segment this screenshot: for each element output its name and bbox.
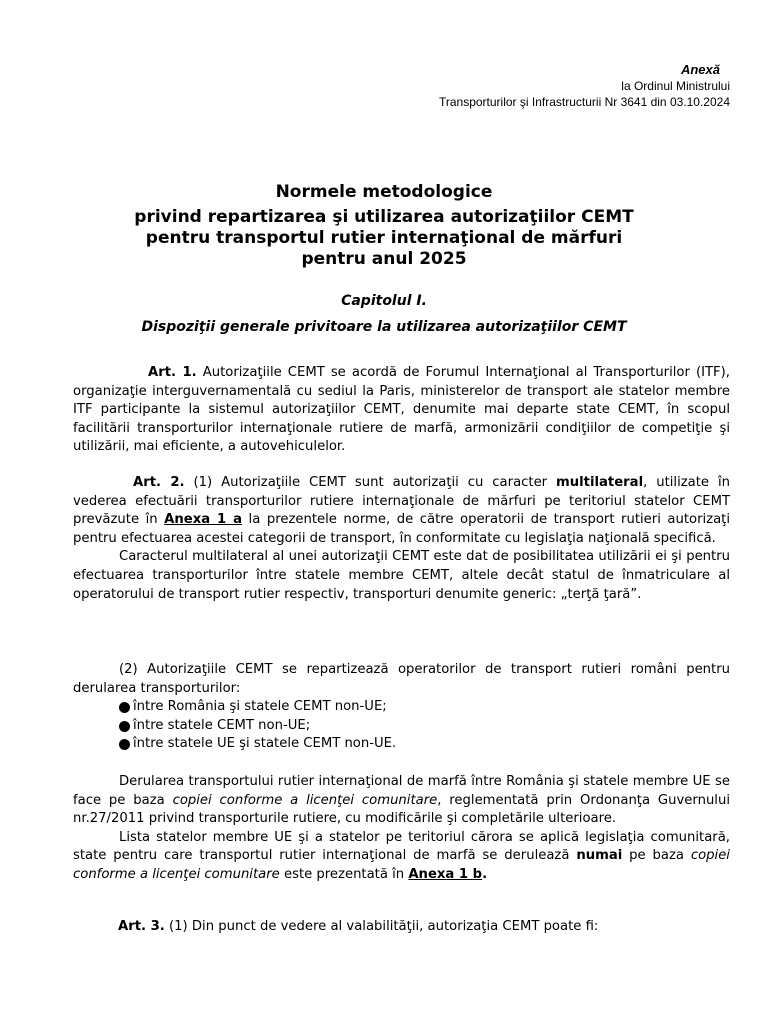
subtitle-line-1: privind repartizarea şi utilizarea autorizaţiilor CEMT (134, 207, 634, 227)
article-3-text: (1) Din punct de vedere al valabilităţii, autorizaţia CEMT poate fi: (164, 919, 599, 934)
article-2-paragraph-1 (73, 474, 730, 548)
bullet-icon (119, 739, 130, 750)
article-2 (73, 474, 730, 604)
list-item-text: între statele UE şi statele CEMT non-UE. (133, 736, 397, 752)
annex-line-2: Transporturilor şi Infrastructurii Nr 3641 din 03.10.2024 (438, 95, 730, 109)
article-2-p1-text-b: , utilizate în vederea efectuării transporturilor rutiere internaţionale de mărfuri pe teritoriul statelor CEMT prevăzute în (73, 475, 730, 528)
bullet-icon (119, 721, 130, 732)
article-2-p5-period: . (482, 866, 488, 882)
subtitle-line-2: pentru transportul rutier internaţional de mărfuri (145, 228, 623, 248)
article-2-p4-text-a: Derularea transportului rutier internaţional de marfă între România şi statele membre UE se face pe baza (73, 774, 730, 808)
annex-1b-link[interactable]: Anexa 1 b (408, 866, 483, 882)
article-2-section-2 (73, 661, 730, 754)
annex-line-1: la Ordinul Ministrului (621, 79, 730, 93)
article-2-p5-text-b: pe baza (622, 848, 691, 864)
chapter-heading: Capitolul I. (341, 293, 427, 309)
article-2-paragraph-5 (73, 829, 730, 885)
article-2-multilateral: multilateral (556, 475, 644, 490)
article-2-label: Art. 2. (133, 475, 185, 490)
chapter-subheading: Dispoziţii generale privitoare la utilizarea autorizaţiilor CEMT (141, 319, 627, 335)
bullet-icon (119, 702, 130, 713)
document-title: Normele metodologice (275, 182, 493, 202)
article-2-p5-text-c: este prezentată în (279, 866, 409, 882)
annex-1a-link[interactable]: Anexa 1 a (164, 512, 243, 528)
article-1-paragraph (73, 364, 730, 457)
article-2-paragraph-4 (73, 773, 730, 829)
article-1 (73, 364, 730, 457)
list-item (73, 717, 730, 736)
list-item-text: între statele CEMT non-UE; (133, 717, 311, 733)
article-3 (73, 918, 730, 937)
article-1-text: Autorizaţiile CEMT se acordă de Forumul Internaţional al Transporturilor (ITF), organizaţie interguvernamentală cu sediul la Paris, ministerelor de transport ale statelor membre ITF participante la sistemul autorizaţiilor CEMT, denumite mai departe state CEMT, în scopul facilitării transporturilor internaţionale rutiere de marfă, armonizării condiţiilor de competiţie şi utilizării, mai eficiente, a autovehiculelor. (73, 365, 730, 455)
article-2-p1-text-a: (1) Autorizaţiile CEMT sunt autorizaţii cu caracter (184, 475, 557, 490)
article-1-label: Art. 1. (148, 365, 197, 380)
country-list (73, 698, 730, 754)
annex-title: Anexă (680, 62, 720, 77)
list-item (73, 698, 730, 717)
list-item-text: între România şi statele CEMT non-UE; (133, 699, 387, 715)
article-3-label: Art. 3. (118, 919, 165, 934)
article-2-p5-text-a: Lista statelor membre UE şi a statelor pe teritoriul cărora se aplică legislaţia comunitară, state pentru care transportul rutier internaţional de marfă se derulează (73, 829, 730, 864)
article-2-p5-italic: copiei conforme a licenţei comunitare (73, 848, 730, 882)
article-2-p4-italic: copiei conforme a licenţei comunitare (172, 792, 438, 808)
article-2-section-3 (73, 773, 730, 885)
annex-header (439, 62, 730, 110)
subtitle-line-3: pentru anul 2025 (301, 249, 467, 269)
list-item (73, 735, 730, 754)
article-2-paragraph-2: Caracterul multilateral al unei autorizaţii CEMT este dat de posibilitatea utilizării ei şi pentru efectuarea transporturilor între statele membre CEMT, altele decât statul de înmatriculare al operatorului de transport rutier respectiv, transporturi denumite generic: „terţă ţară”. (73, 549, 730, 602)
document-subtitle (0, 207, 768, 270)
article-2-paragraph-3: (2) Autorizaţiile CEMT se repartizează operatorilor de transport rutieri români pentru derularea transporturilor: (73, 662, 730, 696)
article-2-p1-text-c: la prezentele norme, de către operatorii de transport rutieri autorizaţi pentru efectuarea acestei categorii de transport, în conformitate cu legislaţia naţională specifică. (73, 512, 730, 546)
article-2-p4-text-b: , reglementată prin Ordonanţa Guvernului nr.27/2011 privind transporturile rutiere, cu modificările şi completările ulterioare. (73, 792, 730, 827)
article-3-paragraph (73, 918, 730, 937)
article-2-numai: numai (576, 848, 623, 864)
